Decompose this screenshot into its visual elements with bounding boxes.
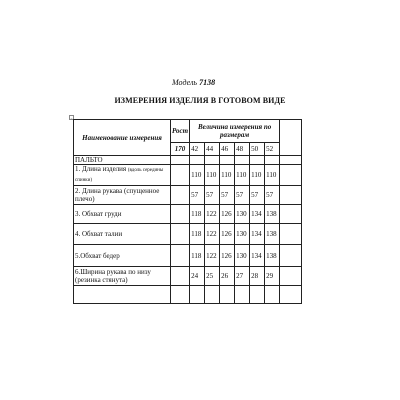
value-cell: 57 (190, 186, 205, 205)
measurements-table (73, 119, 302, 304)
value-cell: 57 (220, 186, 235, 205)
empty-cell (280, 224, 302, 245)
table-row (74, 205, 302, 224)
header-empty-cell (280, 120, 302, 156)
value-cell: 122 (205, 245, 220, 267)
value-cell: 57 (265, 186, 280, 205)
header-sizes: Величина измерения по размерам (190, 120, 280, 143)
value-cell: 24 (190, 267, 205, 286)
value-cell: 134 (250, 245, 265, 267)
value-cell: 130 (235, 224, 250, 245)
empty-cell (220, 156, 235, 165)
measurement-name: 6.Ширина рукава по низу (резинка стянута) (74, 267, 171, 286)
model-number: 7138 (199, 78, 216, 87)
value-cell: 138 (265, 224, 280, 245)
value-cell: 110 (190, 165, 205, 186)
empty-cell (171, 224, 190, 245)
value-cell: 110 (265, 165, 280, 186)
header-measurement-name: Наименование измерения (74, 120, 171, 156)
empty-cell (235, 156, 250, 165)
value-cell: 110 (235, 165, 250, 186)
section-label: ПАЛЬТО (74, 156, 171, 165)
measurement-name-note: (вдоль середины спинки) (75, 168, 164, 183)
value-cell: 25 (205, 267, 220, 286)
value-cell: 130 (235, 245, 250, 267)
empty-cell (280, 156, 302, 165)
empty-cell (74, 286, 171, 304)
page-title: ИЗМЕРЕНИЯ ИЗДЕЛИЯ В ГОТОВОМ ВИДЕ (114, 96, 286, 105)
value-cell: 122 (205, 224, 220, 245)
empty-cell (205, 156, 220, 165)
header-rost: Рост (171, 120, 190, 143)
table-row (74, 286, 302, 304)
empty-cell (280, 286, 302, 304)
value-cell: 138 (265, 245, 280, 267)
empty-cell (171, 186, 190, 205)
empty-cell (171, 165, 190, 186)
size-header: 50 (250, 143, 265, 156)
size-header: 48 (235, 143, 250, 156)
value-cell: 29 (265, 267, 280, 286)
empty-cell (190, 286, 205, 304)
value-cell: 138 (265, 205, 280, 224)
table-anchor-icon[interactable]: + (70, 116, 73, 121)
value-cell: 134 (250, 205, 265, 224)
empty-cell (280, 186, 302, 205)
empty-cell (280, 267, 302, 286)
table-row (74, 165, 302, 186)
table-row (74, 267, 302, 286)
value-cell: 122 (205, 205, 220, 224)
value-cell: 57 (205, 186, 220, 205)
empty-cell (171, 205, 190, 224)
size-header: 42 (190, 143, 205, 156)
size-header: 44 (205, 143, 220, 156)
empty-cell (205, 286, 220, 304)
empty-cell (250, 156, 265, 165)
value-cell: 28 (250, 267, 265, 286)
measurement-name: 2. Длина рукава (спущенное плечо) (74, 186, 171, 205)
empty-cell (171, 245, 190, 267)
empty-cell (280, 245, 302, 267)
value-cell: 26 (220, 267, 235, 286)
size-header: 46 (220, 143, 235, 156)
value-cell: 27 (235, 267, 250, 286)
value-cell: 118 (190, 224, 205, 245)
value-cell: 110 (205, 165, 220, 186)
empty-cell (171, 156, 190, 165)
value-cell: 118 (190, 245, 205, 267)
empty-cell (250, 286, 265, 304)
value-cell: 57 (250, 186, 265, 205)
empty-cell (171, 267, 190, 286)
empty-cell (280, 165, 302, 186)
measurement-name-text: 1. Длина изделия (75, 165, 127, 173)
measurement-name: 5.Обхват бедер (74, 245, 171, 267)
table-row (74, 245, 302, 267)
value-cell: 118 (190, 205, 205, 224)
model-label (172, 78, 215, 87)
empty-cell (171, 286, 190, 304)
empty-cell (220, 286, 235, 304)
value-cell: 126 (220, 245, 235, 267)
empty-cell (190, 156, 205, 165)
model-prefix: Модель (172, 78, 198, 87)
value-cell: 110 (250, 165, 265, 186)
value-cell: 126 (220, 205, 235, 224)
size-header: 52 (265, 143, 280, 156)
value-cell: 57 (235, 186, 250, 205)
empty-cell (235, 286, 250, 304)
table-row (74, 186, 302, 205)
measurement-name: 4. Обхват талии (74, 224, 171, 245)
empty-cell (265, 286, 280, 304)
value-cell: 110 (220, 165, 235, 186)
value-cell: 134 (250, 224, 265, 245)
table-row (74, 224, 302, 245)
empty-cell (265, 156, 280, 165)
value-cell: 126 (220, 224, 235, 245)
measurement-name (74, 165, 171, 186)
value-cell: 130 (235, 205, 250, 224)
measurement-name: 3. Обхват груди (74, 205, 171, 224)
empty-cell (280, 205, 302, 224)
rost-value: 170 (171, 143, 190, 156)
